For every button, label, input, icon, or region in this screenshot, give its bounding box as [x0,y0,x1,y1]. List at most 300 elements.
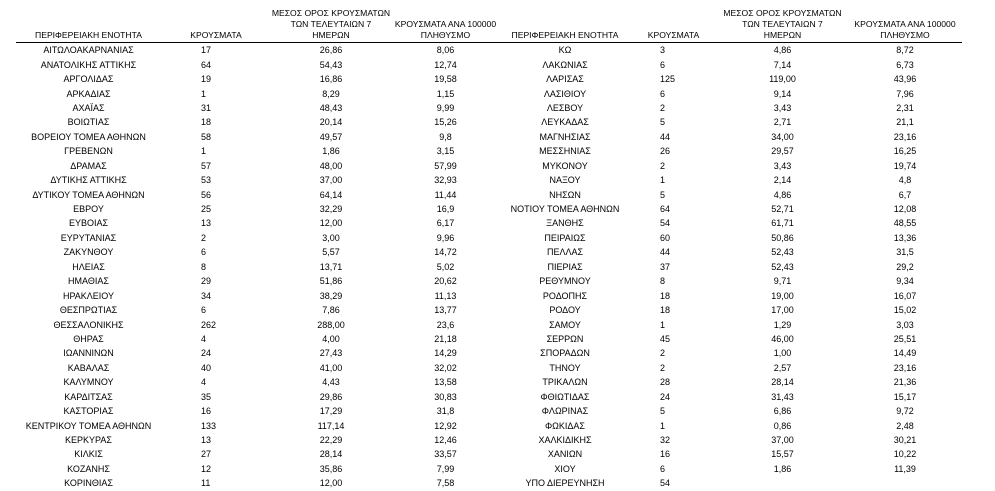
regional-unit-cell: ΘΗΡΑΣ [73,333,104,344]
cases-cell: 8 [201,261,207,272]
table-row [500,361,962,375]
cases-cell: 31 [201,102,212,113]
regional-unit-cell: ΒΟΡΕΙΟΥ ΤΟΜΕΑ ΑΘΗΝΩΝ [31,131,146,142]
cases-cell: 40 [201,362,212,373]
cases-cell: 64 [201,59,212,70]
regional-unit-cell: ΚΑΒΑΛΑΣ [67,362,110,373]
table-row [16,231,500,245]
regional-unit-cell: ΝΗΣΩΝ [549,189,581,200]
cases-per-100000-cell: 9,34 [896,276,914,287]
regional-unit-cell: ΙΩΑΝΝΙΝΩΝ [63,348,114,359]
regional-unit-cell: ΗΡΑΚΛΕΙΟΥ [62,290,115,301]
regional-unit-cell: ΑΡΓΟΛΙΔΑΣ [63,74,114,85]
table-row [500,202,962,216]
regional-unit-cell: ΑΝΑΤΟΛΙΚΗΣ ΑΤΤΙΚΗΣ [40,59,137,70]
cases-cell: 2 [660,362,666,373]
cases-cell: 54 [660,218,671,229]
cases-per-100000-cell: 32,02 [434,362,457,373]
average-7day-cell: 2,57 [773,362,792,373]
cases-per-100000-cell: 12,46 [434,435,457,446]
cases-cell: 17 [201,45,212,56]
cases-cell: 18 [201,117,212,128]
average-7day-cell: 41,00 [319,362,343,373]
cases-cell: 26 [660,146,671,157]
average-7day-cell: 3,00 [322,232,340,243]
header-text-line: ΤΩΝ ΤΕΛΕΥΤΑΙΩΝ 7 [290,19,372,29]
regional-unit-cell: ΡΟΔΟΥ [549,305,581,316]
table-row [16,346,500,360]
average-7day-cell: 48,43 [319,102,343,113]
cases-per-100000-cell: 48,55 [893,218,917,229]
cases-per-100000-cell: 19,74 [893,160,917,171]
cases-cell: 27 [201,449,212,460]
cases-per-100000-cell: 3,03 [896,319,914,330]
cases-cell: 24 [660,391,671,402]
cases-cell: 1 [660,420,666,431]
cases-cell: 13 [201,218,212,229]
cases-cell: 1 [201,88,207,99]
cases-table-right [500,6,962,491]
average-7day-cell: 7,14 [773,59,792,70]
table-row [500,86,962,100]
table-row [500,332,962,346]
cases-cell: 44 [660,247,671,258]
regional-unit-cell: ΔΥΤΙΚΟΥ ΤΟΜΕΑ ΑΘΗΝΩΝ [32,189,145,200]
average-7day-cell: 37,00 [319,175,343,186]
cases-per-100000-cell: 29,2 [896,261,914,272]
regional-unit-cell: ΥΠΟ ΔΙΕΡΕΥΝΗΣΗ [525,478,605,489]
cases-cell: 6 [201,247,207,258]
average-7day-cell: 4,43 [322,377,340,388]
header-row [16,6,500,43]
average-7day-cell: 12,00 [319,218,343,229]
cases-per-100000-cell: 2,48 [896,420,914,431]
average-7day-cell: 35,86 [319,463,343,474]
table-row [500,303,962,317]
average-7day-cell: 51,86 [319,276,343,287]
table-row [500,317,962,331]
cases-cell: 2 [660,102,666,113]
cases-cell: 56 [201,189,212,200]
table-row [16,462,500,476]
regional-unit-cell: ΑΡΚΑΔΙΑΣ [66,88,111,99]
cases-per-100000-cell: 12,08 [893,204,917,215]
average-7day-cell: 0,86 [773,420,792,431]
average-7day-cell: 1,00 [773,348,792,359]
table-row [500,447,962,461]
cases-per-100000-cell: 14,72 [434,247,457,258]
cases-per-100000-cell: 23,16 [893,131,917,142]
regional-unit-cell: ΜΕΣΣΗΝΙΑΣ [539,146,591,157]
cases-table-left [16,6,500,491]
table-row [500,288,962,302]
cases-cell: 12 [201,463,212,474]
regional-unit-cell: ΜΑΓΝΗΣΙΑΣ [539,131,591,142]
cases-per-100000-cell: 6,17 [436,218,455,229]
table-row [500,115,962,129]
table-row [16,476,500,490]
cases-cell: 5 [660,189,666,200]
regional-unit-cell: ΘΕΣΠΡΩΤΙΑΣ [59,305,118,316]
header-text-line: ΜΕΣΟΣ ΟΡΟΣ ΚΡΟΥΣΜΑΤΩΝ [271,8,391,18]
header-7day-average [717,6,848,43]
table-row [16,144,500,158]
cases-per-100000-cell: 14,29 [434,348,457,359]
table-row [16,72,500,86]
header-text-line: ΚΡΟΥΣΜΑΤΑ ΑΝΑ 100000 [394,19,497,29]
table-row [16,187,500,201]
cases-cell: 54 [660,478,671,489]
table-row [16,216,500,230]
cases-per-100000-cell: 31,8 [436,406,455,417]
cases-cell: 6 [660,88,666,99]
left-table-panel [16,6,500,491]
regional-unit-cell: ΝΑΞΟΥ [549,175,581,186]
cases-per-100000-cell [848,476,962,490]
regional-unit-cell: ΧΑΛΚΙΔΙΚΗΣ [538,435,592,446]
regional-unit-cell: ΞΑΝΘΗΣ [546,218,584,229]
cases-per-100000-cell: 13,36 [893,232,917,243]
cases-per-100000-cell: 19,58 [434,74,457,85]
table-row [500,173,962,187]
cases-cell: 35 [201,391,212,402]
table-row [16,43,500,58]
table-row [16,115,500,129]
cases-cell: 1 [201,146,207,157]
header-text-line: ΚΡΟΥΣΜΑΤΑ [647,30,700,40]
cases-per-100000-cell: 7,58 [436,478,455,489]
cases-cell: 133 [201,420,217,431]
cases-per-100000-cell: 16,07 [893,290,917,301]
regional-unit-cell: ΧΑΝΙΩΝ [547,449,583,460]
regional-unit-cell: ΦΩΚΙΔΑΣ [545,420,585,431]
table-row [500,144,962,158]
cases-cell: 13 [201,435,212,446]
regional-unit-cell: ΕΒΡΟΥ [73,204,104,215]
cases-per-100000-cell: 14,49 [893,348,917,359]
table-row [500,187,962,201]
table-row [16,390,500,404]
average-7day-cell: 52,43 [771,247,794,258]
cases-cell: 11 [201,478,211,489]
cases-cell: 2 [660,348,666,359]
average-7day-cell: 12,00 [319,478,343,489]
cases-cell: 44 [660,131,671,142]
cases-per-100000-cell: 33,57 [434,449,457,460]
table-row [16,159,500,173]
cases-per-100000-cell: 7,96 [896,88,914,99]
cases-cell: 2 [660,160,666,171]
table-row [500,57,962,71]
cases-per-100000-cell: 1,15 [436,88,455,99]
average-7day-cell [717,476,848,490]
cases-cell: 29 [201,276,212,287]
regional-unit-cell: ΠΕΛΛΑΣ [546,247,584,258]
cases-per-100000-cell: 5,02 [436,261,455,272]
regional-unit-cell: ΔΥΤΙΚΗΣ ΑΤΤΙΚΗΣ [50,175,127,186]
cases-per-100000-cell: 25,51 [893,333,917,344]
cases-per-100000-cell: 7,99 [436,463,455,474]
cases-per-100000-cell: 9,8 [439,131,452,142]
table-row [16,260,500,274]
right-table-panel [500,6,962,491]
cases-cell: 58 [201,131,212,142]
cases-per-100000-cell: 6,7 [898,189,912,200]
average-7day-cell: 3,43 [773,160,792,171]
average-7day-cell: 2,14 [773,175,792,186]
average-7day-cell: 28,14 [771,377,794,388]
header-text-line: ΜΕΣΟΣ ΟΡΟΣ ΚΡΟΥΣΜΑΤΩΝ [723,8,842,18]
cases-per-100000-cell: 4,8 [898,175,912,186]
cases-cell: 1 [660,175,666,186]
regional-unit-cell: ΒΟΙΩΤΙΑΣ [67,117,110,128]
average-7day-cell: 1,29 [773,319,792,330]
cases-per-100000-cell: 12,92 [434,420,457,431]
table-row [500,216,962,230]
table-row [500,346,962,360]
regional-unit-cell: ΝΟΤΙΟΥ ΤΟΜΕΑ ΑΘΗΝΩΝ [510,204,620,215]
header-regional-unit [500,6,630,43]
average-7day-cell: 5,57 [322,247,340,258]
cases-cell: 18 [660,290,671,301]
cases-per-100000-cell: 11,39 [894,463,916,474]
table-row [500,390,962,404]
table-row [16,86,500,100]
cases-cell: 60 [660,232,671,243]
average-7day-cell: 16,86 [319,74,343,85]
header-text-line: ΗΜΕΡΩΝ [763,30,802,40]
cases-cell: 4 [201,333,207,344]
cases-cell: 19 [201,74,212,85]
regional-unit-cell: ΚΕΝΤΡΙΚΟΥ ΤΟΜΕΑ ΑΘΗΝΩΝ [25,420,152,431]
table-row [500,159,962,173]
cases-per-100000-cell: 3,15 [436,146,455,157]
regional-unit-cell: ΤΗΝΟΥ [549,362,581,373]
cases-per-100000-cell: 9,72 [896,406,914,417]
regional-unit-cell: ΕΥΒΟΙΑΣ [68,218,109,229]
average-7day-cell: 29,86 [319,391,343,402]
cases-per-100000-cell: 8,06 [436,45,455,56]
average-7day-cell: 8,29 [322,88,340,99]
regional-unit-cell: ΓΡΕΒΕΝΩΝ [64,146,113,157]
table-row [16,173,500,187]
table-row [16,274,500,288]
average-7day-cell: 34,00 [771,131,794,142]
regional-unit-cell: ΛΑΚΩΝΙΑΣ [542,59,588,70]
regional-unit-cell: ΣΠΟΡΑΔΩΝ [540,348,590,359]
header-text-line: ΠΕΡΙΦΕΡΕΙΑΚΗ ΕΝΟΤΗΤΑ [35,30,142,40]
average-7day-cell: 117,14 [317,420,345,431]
header-7day-average [271,6,391,43]
regional-unit-cell: ΚΑΡΔΙΤΣΑΣ [64,391,113,402]
cases-cell: 57 [201,160,212,171]
table-row [16,288,500,302]
cases-per-100000-cell: 23,6 [436,319,455,330]
table-row [500,245,962,259]
average-7day-cell: 61,71 [771,218,794,229]
cases-per-100000-cell: 9,96 [436,232,455,243]
cases-cell: 5 [660,406,666,417]
cases-per-100000-cell: 6,73 [896,59,914,70]
average-7day-cell: 7,86 [322,305,340,316]
table-row [500,274,962,288]
average-7day-cell: 27,43 [319,348,343,359]
cases-cell: 6 [660,59,666,70]
regional-unit-cell: ΣΕΡΡΩΝ [546,333,584,344]
table-row [500,375,962,389]
cases-per-100000-cell: 30,83 [434,391,457,402]
cases-cell: 5 [660,117,666,128]
header-row [500,6,962,43]
average-7day-cell: 17,29 [319,406,343,417]
header-text-line: ΠΛΗΘΥΣΜΟ [880,30,930,40]
regional-unit-cell: ΚΟΖΑΝΗΣ [67,463,110,474]
cases-cell: 6 [660,463,666,474]
regional-unit-cell: ΦΛΩΡΙΝΑΣ [541,406,589,417]
regional-unit-cell: ΗΜΑΘΙΑΣ [68,276,109,287]
average-7day-cell: 32,29 [319,204,343,215]
regional-unit-cell: ΚΙΛΚΙΣ [74,449,103,460]
regional-unit-cell: ΚΑΛΥΜΝΟΥ [63,377,114,388]
regional-unit-cell: ΦΘΙΩΤΙΔΑΣ [540,391,590,402]
cases-cell: 45 [660,333,671,344]
average-7day-cell: 37,00 [771,435,794,446]
average-7day-cell: 38,29 [319,290,343,301]
table-row [500,101,962,115]
cases-per-100000-cell: 23,16 [893,362,917,373]
regional-unit-cell: ΡΕΘΥΜΝΟΥ [539,276,591,287]
regional-unit-cell: ΡΟΔΟΠΗΣ [542,290,588,301]
table-row [500,43,962,58]
cases-cell: 34 [201,290,212,301]
average-7day-cell: 4,00 [322,333,340,344]
header-cases [630,6,717,43]
average-7day-cell: 3,43 [773,102,792,113]
cases-cell: 64 [660,204,671,215]
regional-unit-cell: ΕΥΡΥΤΑΝΙΑΣ [60,232,117,243]
average-7day-cell: 49,57 [319,131,343,142]
cases-per-100000-cell: 20,62 [434,276,457,287]
average-7day-cell: 2,71 [773,117,792,128]
cases-cell: 28 [660,377,671,388]
regional-unit-cell: ΜΥΚΟΝΟΥ [542,160,588,171]
regional-unit-cell: ΛΕΥΚΑΔΑΣ [541,117,589,128]
regional-unit-cell: ΚΕΡΚΥΡΑΣ [65,435,112,446]
header-regional-unit [16,6,161,43]
cases-per-100000-cell: 11,13 [434,290,457,301]
header-cases-per-100000 [848,6,962,43]
table-row [16,447,500,461]
header-cases-per-100000 [391,6,500,43]
cases-per-100000-cell: 2,31 [896,102,914,113]
table-row [16,361,500,375]
table-row [16,303,500,317]
cases-cell: 2 [201,232,207,243]
table-row [16,130,500,144]
average-7day-cell: 9,71 [773,276,792,287]
cases-cell: 8 [660,276,666,287]
average-7day-cell: 52,43 [771,261,794,272]
cases-cell: 37 [660,261,671,272]
regional-unit-cell: ΑΧΑΪΑΣ [72,102,105,113]
cases-cell: 1 [660,319,666,330]
cases-per-100000-cell: 15,26 [434,117,457,128]
table-row [16,433,500,447]
regional-unit-cell: ΛΑΡΙΣΑΣ [546,74,584,85]
table-row [500,260,962,274]
table-row [500,476,962,490]
regional-unit-cell: ΛΑΣΙΘΙΟΥ [543,88,587,99]
regional-unit-cell: ΖΑΚΥΝΘΟΥ [63,247,114,258]
cases-per-100000-cell: 15,02 [893,305,917,316]
average-7day-cell: 28,14 [319,449,343,460]
table-row [500,433,962,447]
table-row [500,72,962,86]
average-7day-cell: 9,14 [773,88,792,99]
average-7day-cell: 46,00 [771,333,794,344]
cases-per-100000-cell: 31,5 [896,247,914,258]
cases-per-100000-cell: 21,18 [434,333,457,344]
table-row [16,245,500,259]
cases-per-100000-cell: 11,44 [434,189,457,200]
cases-cell: 18 [660,305,671,316]
cases-per-100000-cell: 13,77 [434,305,457,316]
regional-unit-cell: ΛΕΣΒΟΥ [546,102,584,113]
cases-per-100000-cell: 8,72 [896,45,914,56]
header-cases [161,6,271,43]
table-row [500,418,962,432]
table-row [500,130,962,144]
cases-cell: 25 [201,204,212,215]
average-7day-cell: 48,00 [319,160,343,171]
regional-unit-cell: ΚΟΡΙΝΘΙΑΣ [64,478,113,489]
average-7day-cell: 288,00 [317,319,345,330]
regional-unit-cell: ΚΩ [558,45,572,56]
regional-unit-cell: ΧΙΟΥ [554,463,576,474]
average-7day-cell: 31,43 [771,391,794,402]
cases-cell: 6 [201,305,207,316]
cases-per-100000-cell: 15,17 [893,391,917,402]
table-row [16,202,500,216]
table-row [500,231,962,245]
average-7day-cell: 4,86 [773,189,792,200]
average-7day-cell: 26,86 [319,45,343,56]
regional-unit-cell: ΣΑΜΟΥ [549,319,581,330]
cases-cell: 53 [201,175,212,186]
cases-per-100000-cell: 21,1 [896,117,914,128]
average-7day-cell: 64,14 [319,189,343,200]
average-7day-cell: 13,71 [319,261,343,272]
header-text-line: ΚΡΟΥΣΜΑΤΑ [190,30,242,40]
regional-unit-cell: ΔΡΑΜΑΣ [70,160,107,171]
regional-unit-cell: ΚΑΣΤΟΡΙΑΣ [63,406,114,417]
cases-cell: 3 [660,45,666,56]
cases-cell: 4 [201,377,207,388]
average-7day-cell: 50,86 [771,232,794,243]
cases-per-100000-cell: 16,25 [893,146,917,157]
cases-per-100000-cell: 21,36 [893,377,917,388]
table-row [16,332,500,346]
header-text-line: ΤΩΝ ΤΕΛΕΥΤΑΙΩΝ 7 [742,19,823,29]
regional-unit-cell: ΑΙΤΩΛΟΑΚΑΡΝΑΝΙΑΣ [43,45,134,56]
header-text-line: ΠΛΗΘΥΣΜΟ [420,30,471,40]
cases-cell: 262 [201,319,217,330]
cases-per-100000-cell: 43,96 [893,74,917,85]
cases-per-100000-cell: 32,93 [434,175,457,186]
cases-per-100000-cell: 12,74 [434,59,457,70]
cases-cell: 16 [660,449,671,460]
header-text-line: ΚΡΟΥΣΜΑΤΑ ΑΝΑ 100000 [854,19,956,29]
